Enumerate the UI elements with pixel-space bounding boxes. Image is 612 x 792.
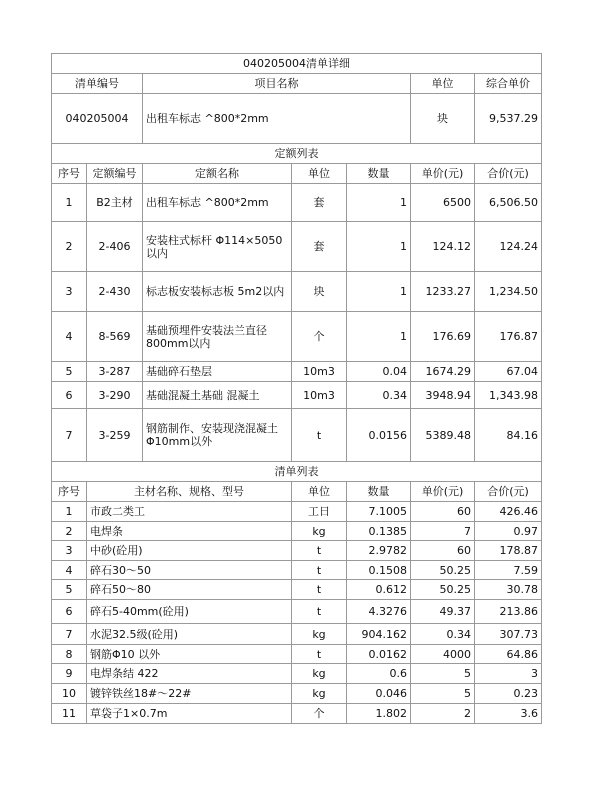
material-qty: 0.1508 [347,561,411,580]
material-qty: 1.802 [347,704,411,724]
quota-name: 安装柱式标杆 Φ114×5050以内 [143,222,292,272]
quota-seq: 1 [52,184,87,222]
material-qty: 0.1385 [347,522,411,541]
quota-unit-price: 1674.29 [411,362,475,382]
material-name-header: 主材名称、规格、型号 [87,482,292,502]
material-qty: 4.3276 [347,600,411,624]
material-unit-price: 60 [411,502,475,522]
quota-unit: t [292,409,347,462]
material-unit: t [292,580,347,600]
quota-qty: 1 [347,312,411,362]
quota-name: 基础预埋件安装法兰直径800mm以内 [143,312,292,362]
material-qty: 904.162 [347,624,411,645]
material-seq: 2 [52,522,87,541]
quota-unit: 个 [292,312,347,362]
material-name: 草袋子1×0.7m [87,704,292,724]
material-seq: 8 [52,645,87,664]
material-unit-price: 5 [411,664,475,684]
bill-header-row [52,74,542,94]
quota-total: 1,343.98 [475,382,542,409]
material-qty-header: 数量 [347,482,411,502]
quota-row [52,382,542,409]
material-row [52,600,542,624]
quota-seq: 2 [52,222,87,272]
material-unit-price: 7 [411,522,475,541]
material-unit: kg [292,624,347,645]
material-row [52,645,542,664]
quota-code: 3-287 [87,362,143,382]
material-name: 中砂(砼用) [87,541,292,561]
quota-code: 8-569 [87,312,143,362]
material-total: 0.97 [475,522,542,541]
quota-total: 124.24 [475,222,542,272]
quota-row [52,409,542,462]
material-row [52,704,542,724]
material-total: 3 [475,664,542,684]
material-row [52,561,542,580]
material-total: 30.78 [475,580,542,600]
bill-detail-table [51,53,542,724]
quota-code: 3-290 [87,382,143,409]
bill-row [52,94,542,144]
material-name: 镀锌铁丝18#～22# [87,684,292,704]
quota-qty: 0.0156 [347,409,411,462]
material-name: 电焊条 [87,522,292,541]
material-name: 钢筋Φ10 以外 [87,645,292,664]
material-seq: 6 [52,600,87,624]
material-unit: t [292,645,347,664]
material-unit-price: 50.25 [411,561,475,580]
quota-row [52,272,542,312]
quota-seq-header: 序号 [52,164,87,184]
quota-unit-price-header: 单价(元) [411,164,475,184]
material-row [52,664,542,684]
bill-name-header: 项目名称 [143,74,411,94]
material-name: 市政二类工 [87,502,292,522]
quota-code: 2-430 [87,272,143,312]
quota-seq: 5 [52,362,87,382]
material-unit-price: 49.37 [411,600,475,624]
quota-header-row [52,164,542,184]
material-unit: t [292,541,347,561]
material-total: 64.86 [475,645,542,664]
material-unit: kg [292,522,347,541]
material-seq: 9 [52,664,87,684]
bill-name: 出租车标志 ^800*2mm [143,94,411,144]
quota-name: 基础碎石垫层 [143,362,292,382]
quota-unit-price: 124.12 [411,222,475,272]
material-name: 碎石30～50 [87,561,292,580]
material-total: 0.23 [475,684,542,704]
quota-row [52,222,542,272]
quota-total: 176.87 [475,312,542,362]
page-title: 040205004清单详细 [52,54,542,74]
material-seq: 5 [52,580,87,600]
quota-name: 标志板安装标志板 5m2以内 [143,272,292,312]
material-total: 426.46 [475,502,542,522]
quota-name: 基础混凝土基础 混凝土 [143,382,292,409]
bill-price-header: 综合单价 [475,74,542,94]
quota-qty: 1 [347,184,411,222]
material-unit-price: 60 [411,541,475,561]
material-unit-price-header: 单价(元) [411,482,475,502]
material-qty: 0.046 [347,684,411,704]
quota-name-header: 定额名称 [143,164,292,184]
quota-unit: 套 [292,222,347,272]
material-unit-price: 2 [411,704,475,724]
quota-qty-header: 数量 [347,164,411,184]
material-total: 7.59 [475,561,542,580]
quota-unit-price: 5389.48 [411,409,475,462]
quota-qty: 1 [347,222,411,272]
quota-row [52,362,542,382]
material-name: 电焊条结 422 [87,664,292,684]
material-unit-price: 0.34 [411,624,475,645]
material-name: 碎石50～80 [87,580,292,600]
quota-row [52,312,542,362]
material-row [52,502,542,522]
material-qty: 7.1005 [347,502,411,522]
bill-unit: 块 [411,94,475,144]
material-row [52,684,542,704]
quota-unit: 套 [292,184,347,222]
material-unit: 工日 [292,502,347,522]
quota-seq: 4 [52,312,87,362]
quota-unit-price: 3948.94 [411,382,475,409]
material-section-title: 清单列表 [52,462,542,482]
quota-unit-price: 1233.27 [411,272,475,312]
material-seq: 7 [52,624,87,645]
material-total: 3.6 [475,704,542,724]
quota-total: 6,506.50 [475,184,542,222]
quota-qty: 0.04 [347,362,411,382]
bill-code: 040205004 [52,94,143,144]
quota-code-header: 定额编号 [87,164,143,184]
bill-unit-header: 单位 [411,74,475,94]
material-unit-price: 5 [411,684,475,704]
material-unit: 个 [292,704,347,724]
quota-total: 84.16 [475,409,542,462]
material-seq: 11 [52,704,87,724]
material-total: 307.73 [475,624,542,645]
material-total-header: 合价(元) [475,482,542,502]
quota-total-header: 合价(元) [475,164,542,184]
material-name: 水泥32.5级(砼用) [87,624,292,645]
quota-seq: 3 [52,272,87,312]
material-unit: kg [292,684,347,704]
material-total: 178.87 [475,541,542,561]
quota-seq: 7 [52,409,87,462]
material-seq: 10 [52,684,87,704]
material-qty: 0.0162 [347,645,411,664]
material-unit-header: 单位 [292,482,347,502]
quota-code: 2-406 [87,222,143,272]
quota-name: 出租车标志 ^800*2mm [143,184,292,222]
material-row [52,522,542,541]
bill-price: 9,537.29 [475,94,542,144]
material-row [52,624,542,645]
quota-unit: 块 [292,272,347,312]
material-unit: kg [292,664,347,684]
material-seq: 1 [52,502,87,522]
quota-unit-price: 176.69 [411,312,475,362]
material-total: 213.86 [475,600,542,624]
material-unit-price: 4000 [411,645,475,664]
material-unit: t [292,561,347,580]
quota-total: 67.04 [475,362,542,382]
material-seq: 3 [52,541,87,561]
material-seq: 4 [52,561,87,580]
quota-unit: 10m3 [292,362,347,382]
quota-unit-header: 单位 [292,164,347,184]
quota-qty: 0.34 [347,382,411,409]
material-unit-price: 50.25 [411,580,475,600]
quota-row [52,184,542,222]
quota-name: 钢筋制作、安装现浇混凝土Φ10mm以外 [143,409,292,462]
quota-unit: 10m3 [292,382,347,409]
quota-seq: 6 [52,382,87,409]
quota-unit-price: 6500 [411,184,475,222]
material-header-row [52,482,542,502]
quota-total: 1,234.50 [475,272,542,312]
material-qty: 0.6 [347,664,411,684]
quota-code: 3-259 [87,409,143,462]
material-name: 碎石5-40mm(砼用) [87,600,292,624]
bill-code-header: 清单编号 [52,74,143,94]
material-seq-header: 序号 [52,482,87,502]
material-row [52,541,542,561]
material-row [52,580,542,600]
material-qty: 0.612 [347,580,411,600]
quota-section-title: 定额列表 [52,144,542,164]
quota-qty: 1 [347,272,411,312]
quota-code: B2主材 [87,184,143,222]
material-qty: 2.9782 [347,541,411,561]
material-unit: t [292,600,347,624]
